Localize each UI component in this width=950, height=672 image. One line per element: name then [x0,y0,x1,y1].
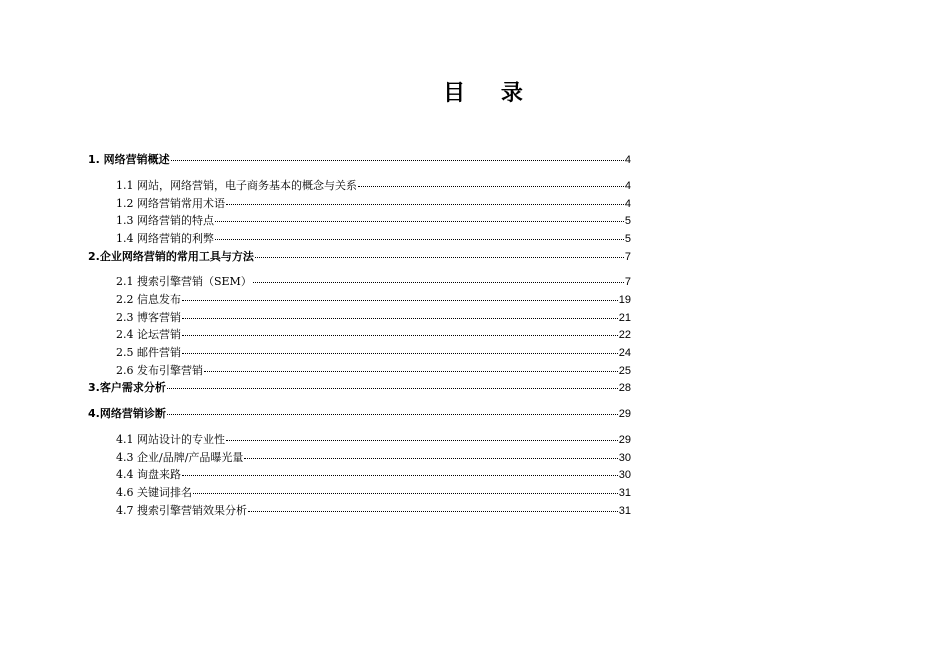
dot-leader [182,464,618,476]
toc-entry-label: 1.3 网络营销的特点 [116,214,214,227]
toc-section-entry[interactable] [116,195,631,211]
toc-chapter-entry[interactable] [88,151,631,167]
toc-page-number: 4 [624,198,631,210]
toc-page-number: 4 [624,154,631,166]
toc-section-entry[interactable] [116,362,631,378]
toc-section-entry[interactable] [116,502,631,518]
toc-page-number: 22 [618,329,631,341]
dot-leader [253,271,624,283]
toc-page-number: 28 [618,382,631,394]
toc-page-number: 21 [618,312,631,324]
toc-entry-label: 4.3 企业/品牌/产品曝光量 [116,451,244,464]
toc-entry-label: 4.1 网站设计的专业性 [116,433,225,446]
toc-entry-label: 4.4 询盘来路 [116,468,181,481]
toc-chapter-entry[interactable] [88,379,631,395]
toc-page-number: 7 [624,276,631,288]
dot-leader [255,246,624,258]
toc-entry-label: 1.1 网站，网络营销，电子商务基本的概念与关系 [116,179,357,192]
toc-page-number: 29 [618,434,631,446]
dot-leader [167,377,618,389]
toc-section-entry[interactable] [116,449,631,465]
dot-leader [182,342,618,354]
toc-section-entry[interactable] [116,309,631,325]
toc-page-number: 7 [624,251,631,263]
toc-page-number: 5 [624,215,631,227]
toc-page-number: 5 [624,233,631,245]
toc-section-entry[interactable] [116,326,631,342]
toc-section-entry[interactable] [116,291,631,307]
dot-leader [182,289,618,301]
toc-page-number: 30 [618,469,631,481]
toc-entry-label: 2.2 信息发布 [116,293,181,306]
toc-entry-label: 3.客户需求分析 [88,381,166,394]
toc-section-entry[interactable] [116,177,631,193]
dot-leader [182,324,618,336]
toc-entry-label: 2.4 论坛营销 [116,328,181,341]
toc-page-number: 4 [624,180,631,192]
toc-page-number: 25 [618,365,631,377]
toc-chapter-entry[interactable] [88,248,631,264]
toc-page-number: 24 [618,347,631,359]
toc-title: 目 录 [443,81,537,106]
dot-leader [193,482,618,494]
dot-leader [226,429,618,441]
toc-entry-label: 2.3 博客营销 [116,311,181,324]
toc-entry-label: 1.2 网络营销常用术语 [116,197,225,210]
toc-page-number: 31 [618,487,631,499]
dot-leader [226,193,624,205]
toc-entry-label: 2.企业网络营销的常用工具与方法 [88,250,254,263]
toc-section-entry[interactable] [116,212,631,228]
toc-section-entry[interactable] [116,273,631,289]
toc-entry-label: 1.4 网络营销的利弊 [116,232,214,245]
toc-page-number: 19 [618,294,631,306]
dot-leader [182,307,618,319]
dot-leader [215,228,624,240]
toc-page-number: 29 [618,408,631,420]
toc-page-number: 30 [618,452,631,464]
toc-entry-label: 4.6 关键词排名 [116,486,192,499]
toc-section-entry[interactable] [116,484,631,500]
dot-leader [244,447,617,459]
toc-section-entry[interactable] [116,344,631,360]
toc-section-entry[interactable] [116,466,631,482]
toc-entry-label: 2.6 发布引擎营销 [116,364,203,377]
dot-leader [171,149,624,161]
dot-leader [167,403,618,415]
toc-entry-label: 1. 网络营销概述 [88,153,170,166]
toc-section-entry[interactable] [116,431,631,447]
dot-leader [215,210,624,222]
dot-leader [358,175,624,187]
toc-entry-label: 2.1 搜索引擎营销（SEM） [116,275,252,288]
toc-chapter-entry[interactable] [88,405,631,421]
toc-entry-label: 4.7 搜索引擎营销效果分析 [116,504,247,517]
toc-entry-label: 2.5 邮件营销 [116,346,181,359]
toc-section-entry[interactable] [116,230,631,246]
toc-entry-label: 4.网络营销诊断 [88,407,166,420]
dot-leader [248,500,618,512]
toc-page-number: 31 [618,505,631,517]
dot-leader [204,360,618,372]
